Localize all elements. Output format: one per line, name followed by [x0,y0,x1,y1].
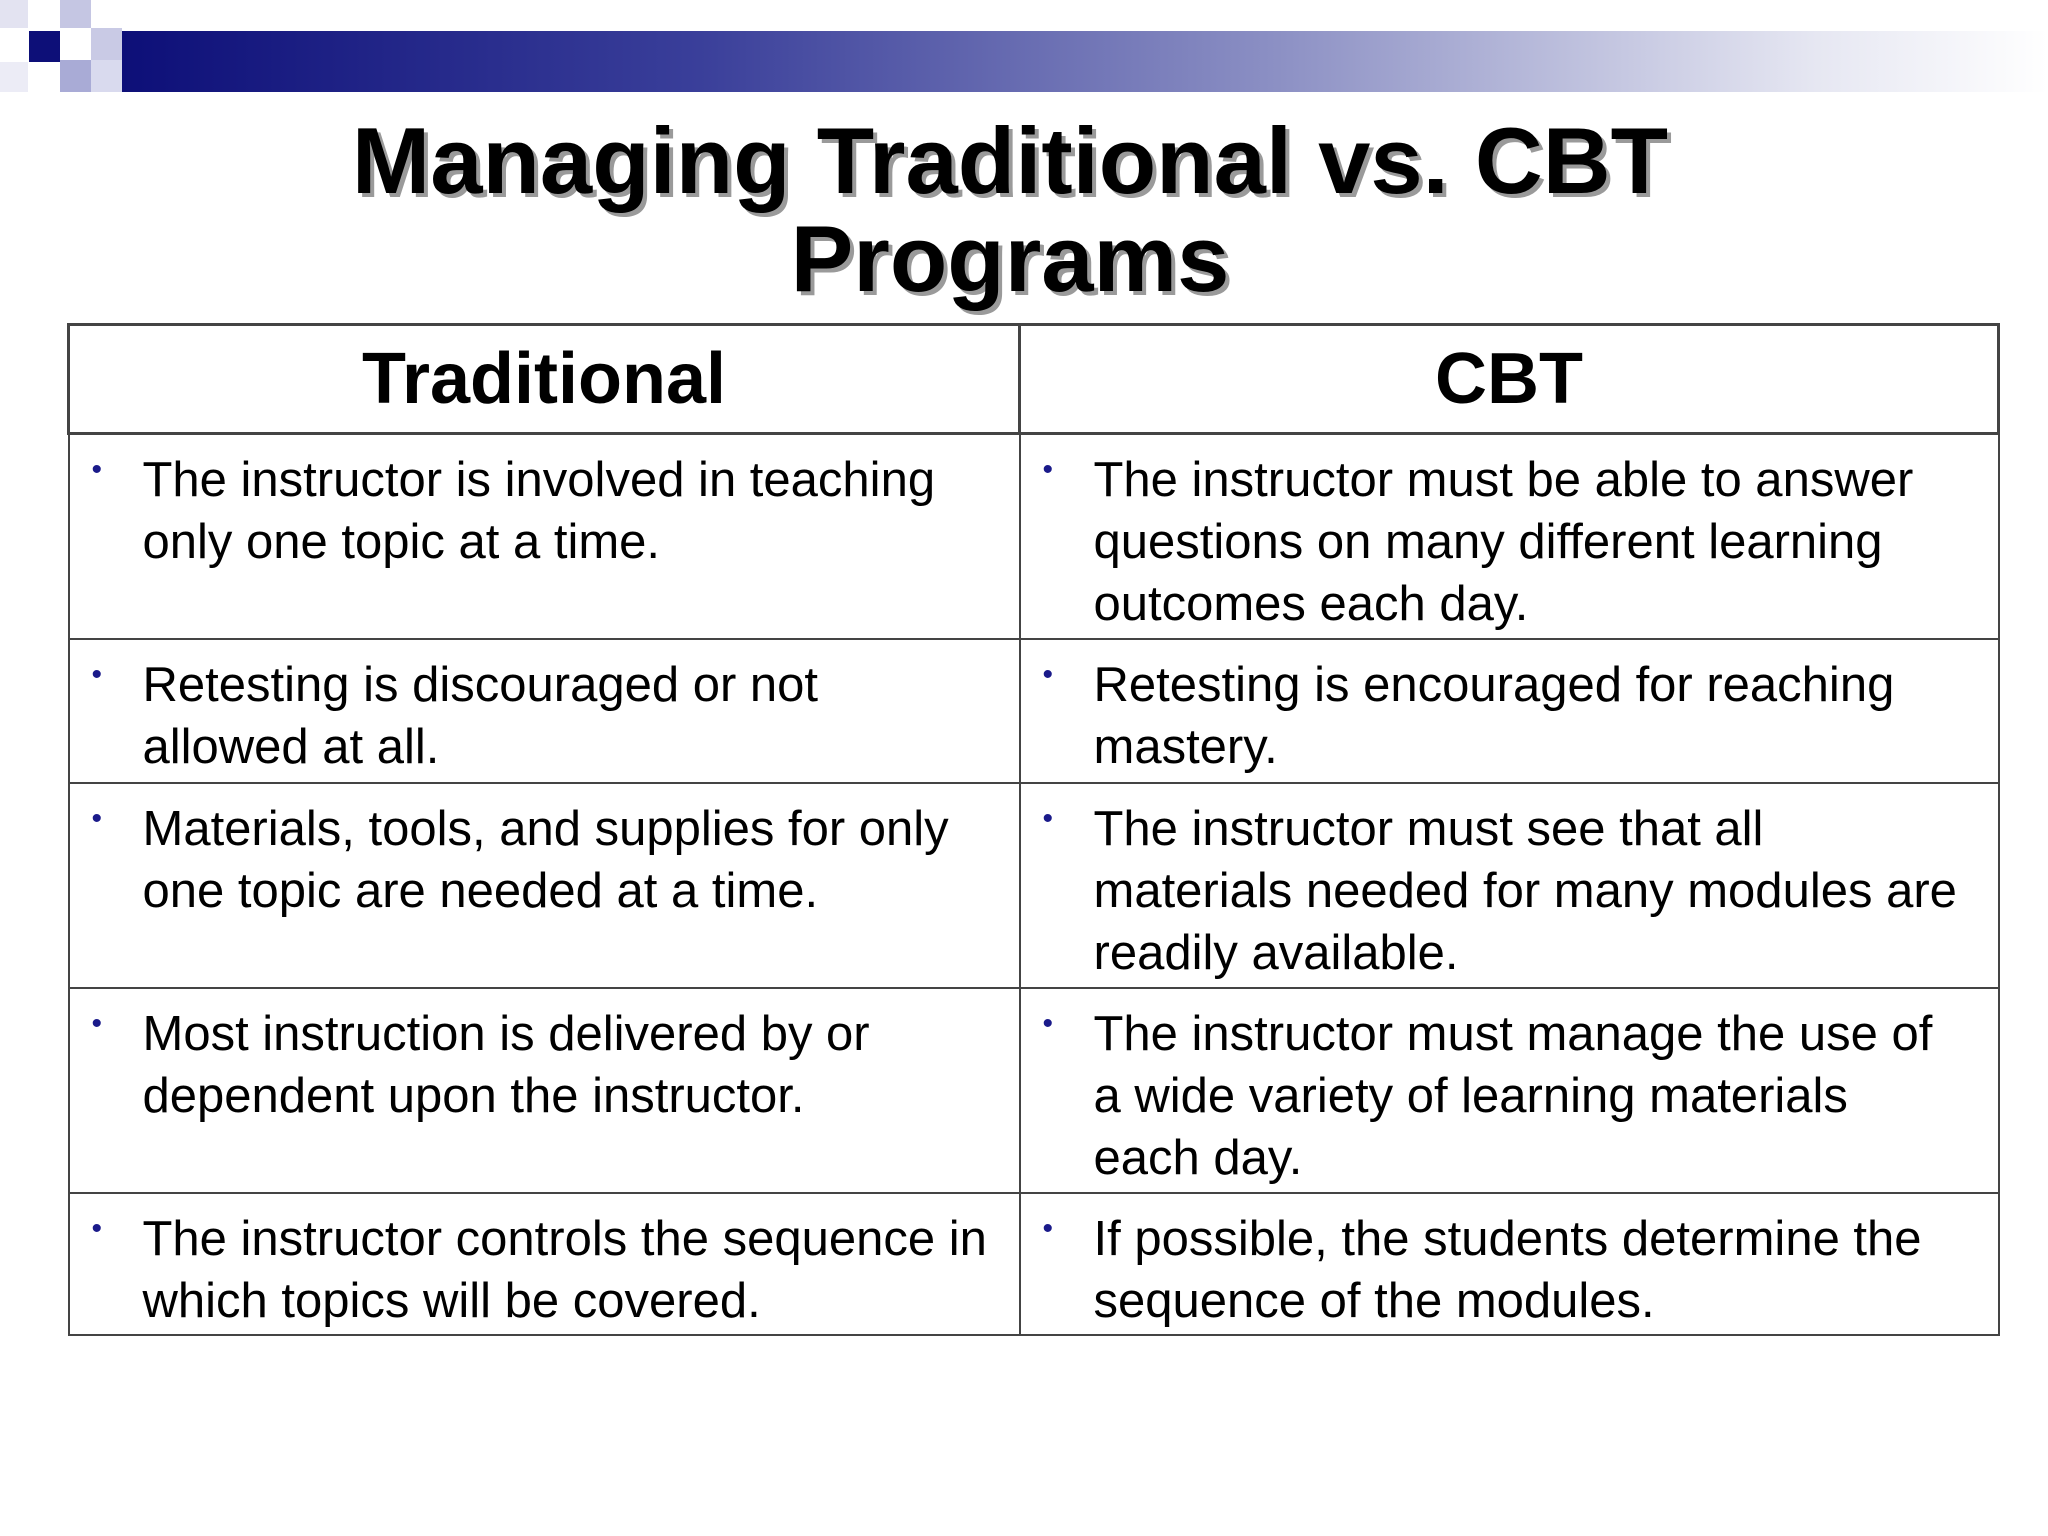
slide-title [0,108,2020,311]
cbt-text: Retesting is encouraged for reaching mastery. [1093,658,1895,774]
bullet-icon: • [91,658,103,691]
table-header-row [69,325,1999,434]
traditional-text: The instructor is involved in teaching only one topic at a time. [142,453,936,569]
traditional-text: Materials, tools, and supplies for only one topic are needed at a time. [142,802,949,918]
cbt-text: The instructor must manage the use of a wide variety of learning materials each day. [1093,1007,1933,1185]
decorative-square [0,0,28,28]
traditional-text: Most instruction is delivered by or dependent upon the instructor. [142,1007,870,1123]
comparison-table [67,323,2000,1336]
bullet-icon: • [1042,1212,1054,1245]
decorative-square-dark [29,31,60,62]
cbt-cell [1020,988,1999,1193]
table-row [69,988,1999,1193]
slide-title-line2: Programs [790,206,1230,311]
bullet-icon: • [91,1007,103,1040]
traditional-text: Retesting is discouraged or not allowed at all. [142,658,818,774]
traditional-cell [69,988,1020,1193]
table-row [69,1193,1999,1335]
header-gradient-bar [122,31,2048,92]
traditional-cell [69,434,1020,640]
cbt-cell [1020,783,1999,988]
table-row [69,434,1999,640]
column-header-cbt: CBT [1020,325,1999,434]
bullet-icon: • [1042,1007,1054,1040]
traditional-text: The instructor controls the sequence in which topics will be covered. [142,1212,987,1328]
bullet-icon: • [1042,802,1054,835]
slide-title-line1: Managing Traditional vs. CBT [351,108,1669,213]
cbt-text: The instructor must be able to answer questions on many different learning outcomes each day. [1093,453,1914,631]
decorative-square [60,60,91,92]
traditional-cell [69,1193,1020,1335]
cbt-cell [1020,434,1999,640]
cbt-cell [1020,1193,1999,1335]
bullet-icon: • [91,453,103,486]
decorative-square [60,0,91,28]
bullet-icon: • [91,802,103,835]
cbt-cell [1020,639,1999,783]
bullet-icon: • [1042,658,1054,691]
cbt-text: The instructor must see that all materials needed for many modules are readily available. [1093,802,1957,980]
table-row [69,783,1999,988]
bullet-icon: • [1042,453,1054,486]
bullet-icon: • [91,1212,103,1245]
decorative-square [91,28,122,60]
table-row [69,639,1999,783]
traditional-cell [69,639,1020,783]
decorative-square [91,60,122,92]
column-header-traditional: Traditional [69,325,1020,434]
decorative-square [0,62,28,92]
traditional-cell [69,783,1020,988]
cbt-text: If possible, the students determine the sequence of the modules. [1093,1212,1922,1328]
